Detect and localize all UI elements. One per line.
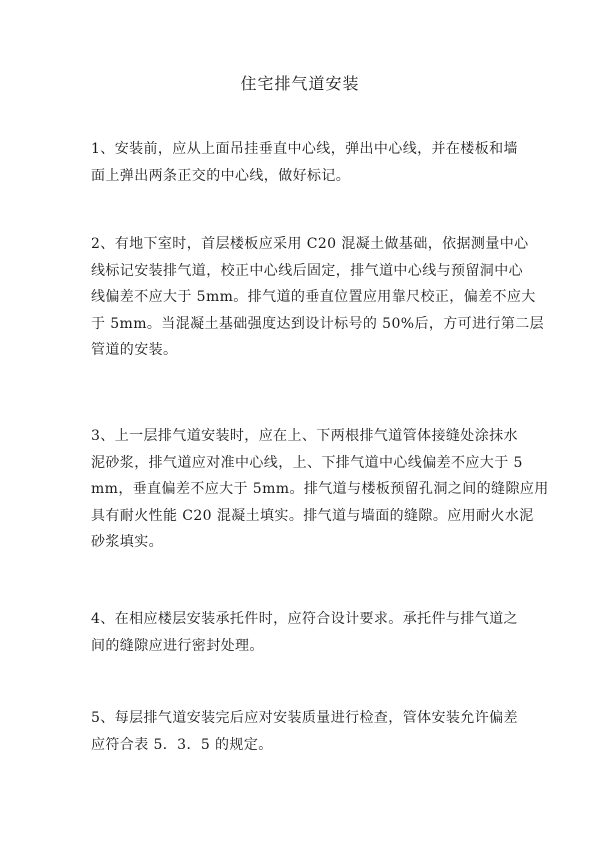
- paragraph-line: mm，垂直偏差不应大于 5mm。排气道与楼板预留孔洞之间的缝隙应用: [91, 481, 549, 497]
- paragraph-line: 砂浆填实。: [91, 534, 163, 550]
- paragraph-line: 5、每层排气道安装完后应对安装质量进行检查，管体安装允许偏差: [91, 710, 518, 726]
- paragraph-line: 线偏差不应大于 5mm。排气道的垂直位置应用靠尺校正，偏差不应大: [91, 289, 536, 305]
- paragraph-line: 具有耐火性能 C20 混凝土填实。排气道与墙面的缝隙。应用耐火水泥: [91, 507, 534, 524]
- paragraph-1: [91, 136, 518, 189]
- paragraph-line: 管道的安装。: [91, 342, 178, 358]
- paragraph-line: 间的缝隙应进行密封处理。: [91, 637, 264, 654]
- paragraph-line: 泥砂浆，排气道应对准中心线，上、下排气道中心线偏差不应大于 5: [91, 454, 523, 471]
- paragraph-3: [91, 423, 549, 556]
- paragraph-line: 于 5mm。当混凝土基础强度达到设计标号的 50%后，方可进行第二层: [91, 315, 545, 332]
- paragraph-line: 1、安装前，应从上面吊挂垂直中心线，弹出中心线，并在楼板和墙: [91, 141, 518, 157]
- paragraph-line: 4、在相应楼层安装承托件时，应符合设计要求。承托件与排气道之: [91, 611, 518, 627]
- paragraph-line: 线标记安装排气道，校正中心线后固定，排气道中心线与预留洞中心: [91, 262, 523, 279]
- paragraph-4: [91, 606, 518, 659]
- paragraph-line: 应符合表 5．3．5 的规定。: [91, 736, 273, 753]
- paragraph-line: 2、有地下室时，首层楼板应采用 C20 混凝土做基础，依据测量中心: [91, 236, 529, 252]
- document-title: 住宅排气道安装: [240, 74, 360, 93]
- paragraph-5: [91, 705, 518, 758]
- paragraph-line: 3、上一层排气道安装时，应在上、下两根排气道管体接缝处涂抹水: [91, 428, 518, 444]
- paragraph-line: 面上弹出两条正交的中心线，做好标记。: [91, 167, 351, 184]
- paragraph-2: [91, 231, 545, 364]
